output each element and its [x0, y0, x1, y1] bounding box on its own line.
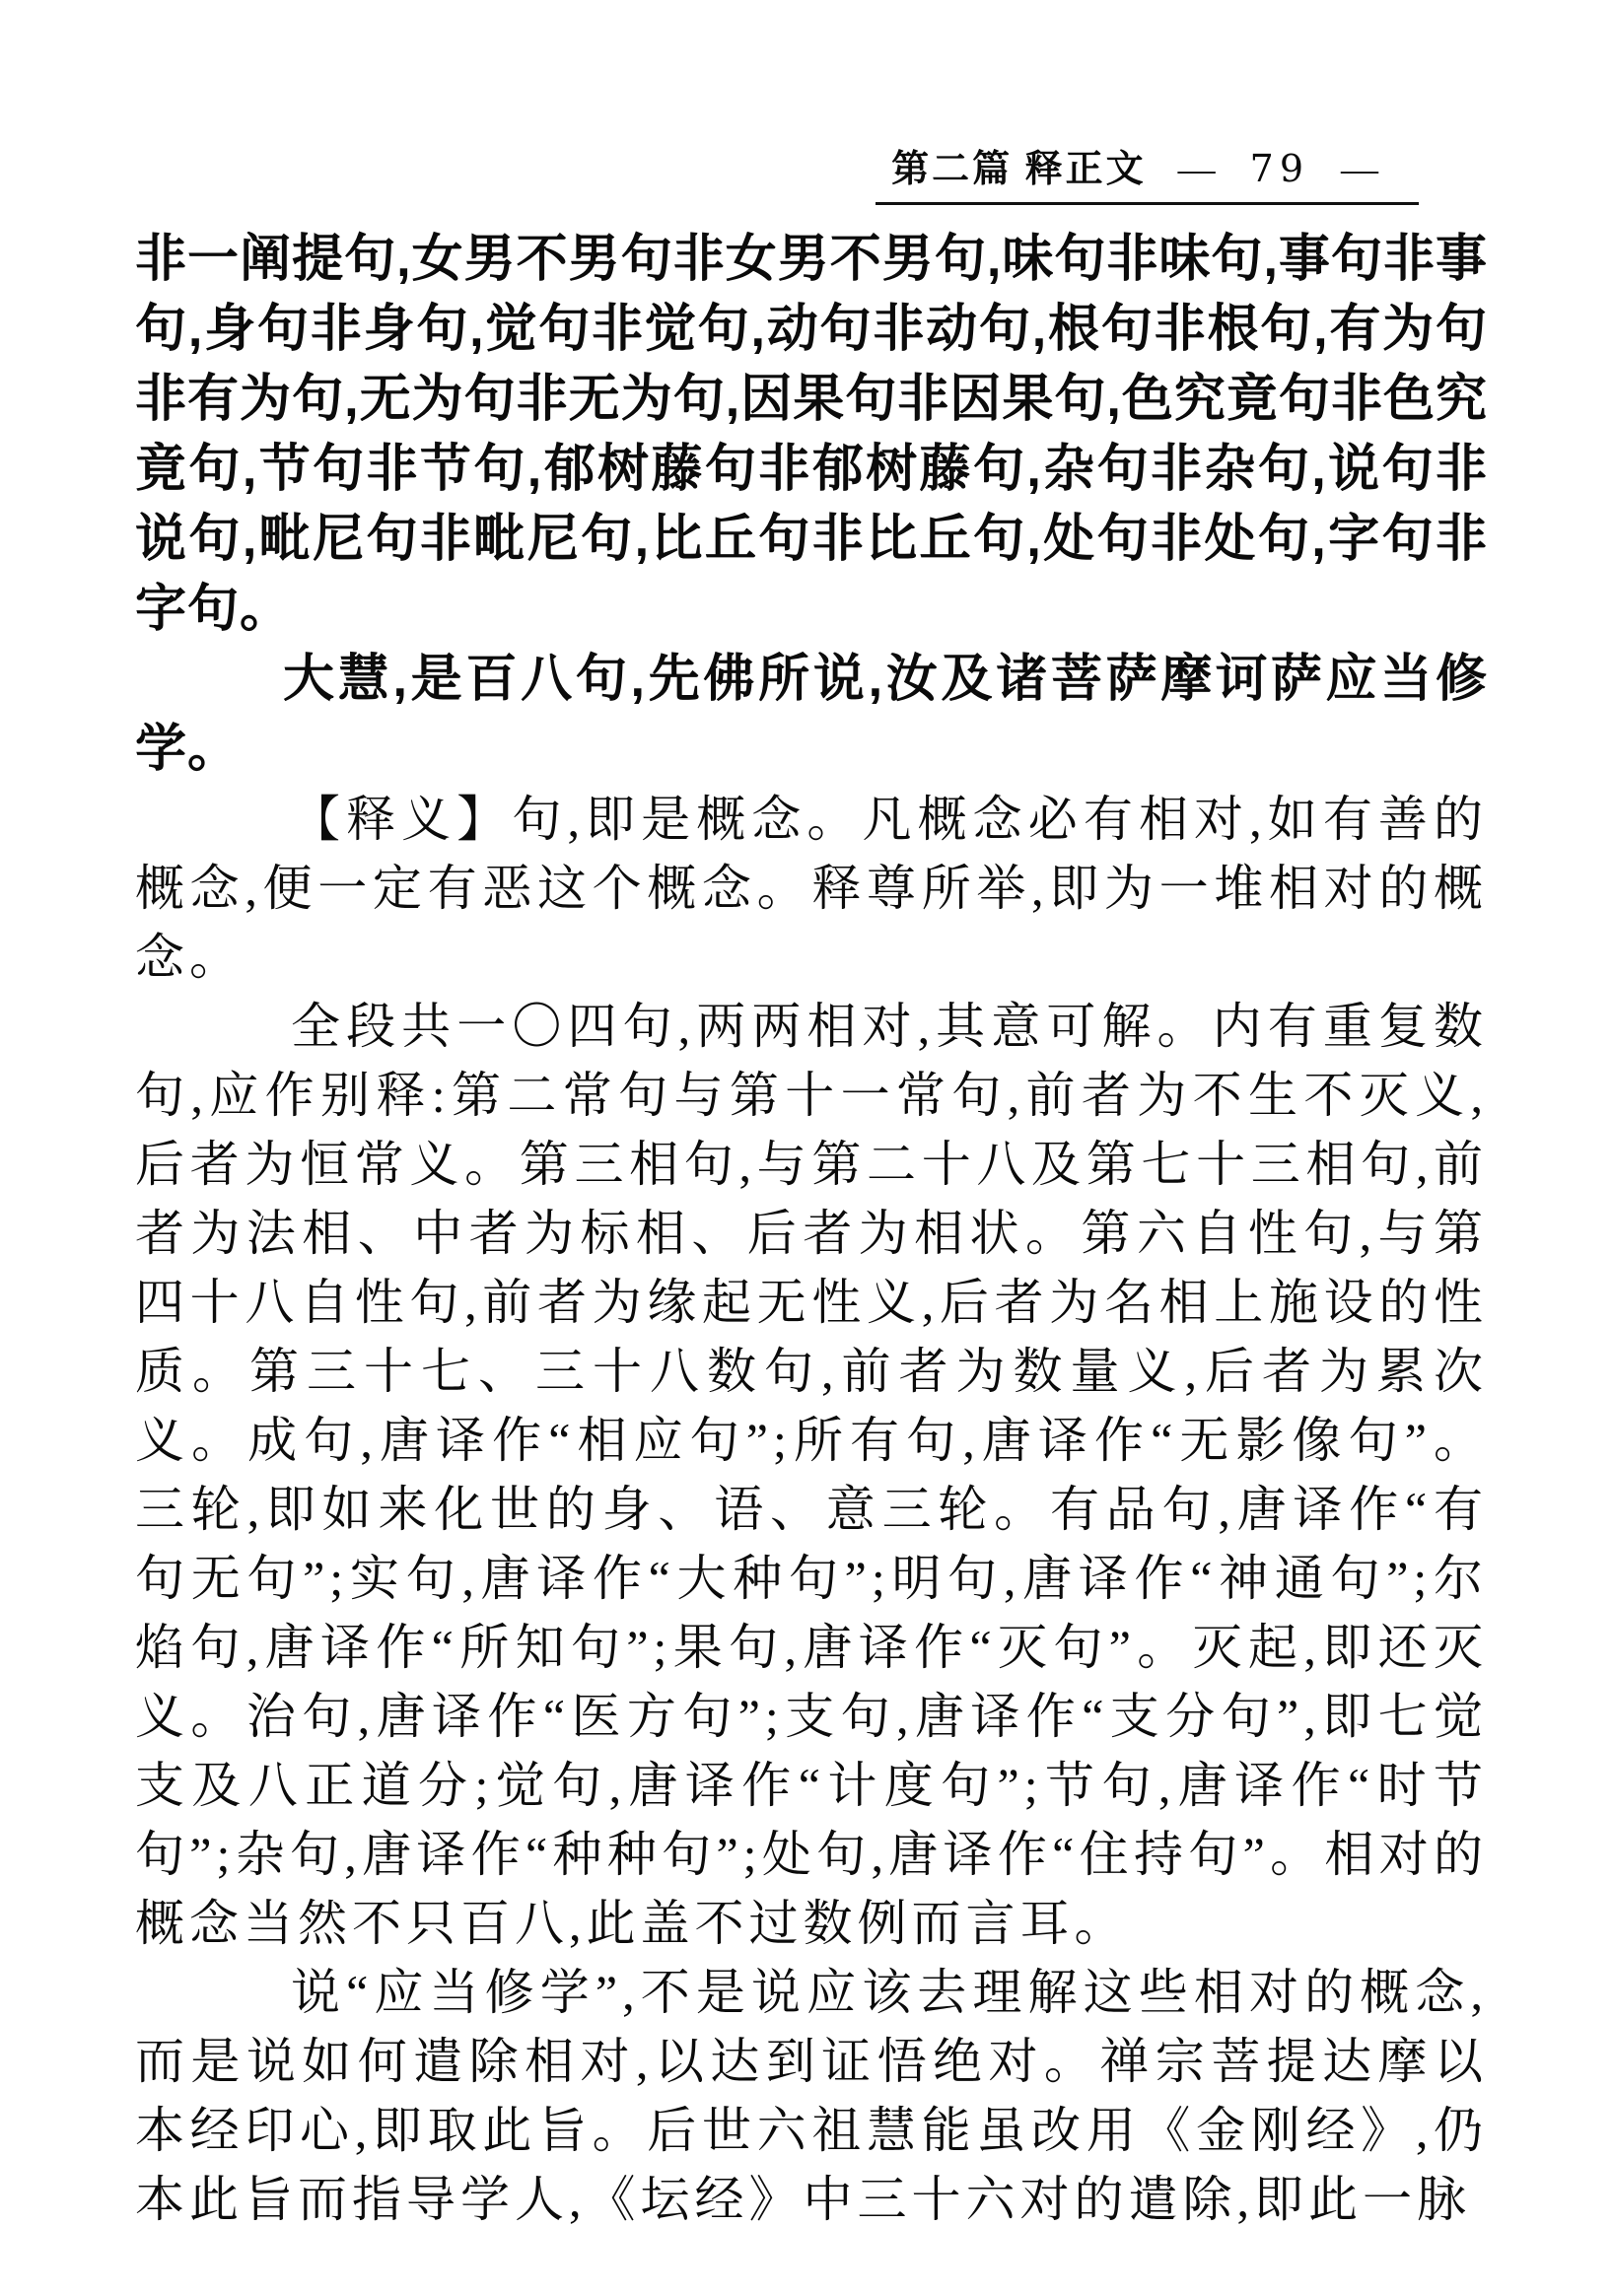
- header-dash-right: —: [1341, 149, 1381, 190]
- page-number: 79: [1249, 147, 1309, 190]
- commentary-shiyi-paragraph: 【释义】句,即是概念。凡概念必有相对,如有善的概念,便一定有恶这个概念。释尊所举,即为一堆相对的概念。: [135, 792, 1488, 985]
- running-head: [876, 138, 1419, 205]
- commentary-conclusion-paragraph: 说“应当修学”,不是说应该去理解这些相对的概念,而是说如何遣除相对,以达到证悟绝对。禅宗菩提达摩以本经印心,即取此旨。后世六祖慧能虽改用《金刚经》,仍本此旨而指导学人,《坛经》中三十六对的遣除,即此一脉: [135, 1965, 1488, 2227]
- section-title: 第二篇 释正文: [891, 149, 1147, 190]
- page-body-text: [135, 225, 1488, 2234]
- sutra-quote-paragraph: 大慧,是百八句,先佛所说,汝及诸菩萨摩诃萨应当修学。: [135, 651, 1488, 778]
- header-dash-left: —: [1177, 149, 1219, 190]
- sutra-quote-continued-paragraph: 非一阐提句,女男不男句非女男不男句,味句非味句,事句非事句,身句非身句,觉句非觉句,动句非动句,根句非根句,有为句非有为句,无为句非无为句,因果句非因果句,色究竟句非色究竟句,节句非节句,郁树藤句非郁树藤句,杂句非杂句,说句非说句,毗尼句非毗尼句,比丘句非比丘句,处句非处句,字句非字句。: [135, 231, 1488, 638]
- commentary-analysis-paragraph: 全段共一〇四句,两两相对,其意可解。内有重复数句,应作别释:第二常句与第十一常句,前者为不生不灭义,后者为恒常义。第三相句,与第二十八及第七十三相句,前者为法相、中者为标相、后者为相状。第六自性句,与第四十八自性句,前者为缘起无性义,后者为名相上施设的性质。第三十七、三十八数句,前者为数量义,后者为累次义。成句,唐译作“相应句”;所有句,唐译作“无影像句”。三轮,即如来化世的身、语、意三轮。有品句,唐译作“有句无句”;实句,唐译作“大种句”;明句,唐译作“神通句”;尔焰句,唐译作“所知句”;果句,唐译作“灭句”。灭起,即还灭义。治句,唐译作“医方句”;支句,唐译作“支分句”,即七觉支及八正道分;觉句,唐译作“计度句”;节句,唐译作“时节句”;杂句,唐译作“种种句”;处句,唐译作“住持句”。相对的概念当然不只百八,此盖不过数例而言耳。: [135, 999, 1488, 1951]
